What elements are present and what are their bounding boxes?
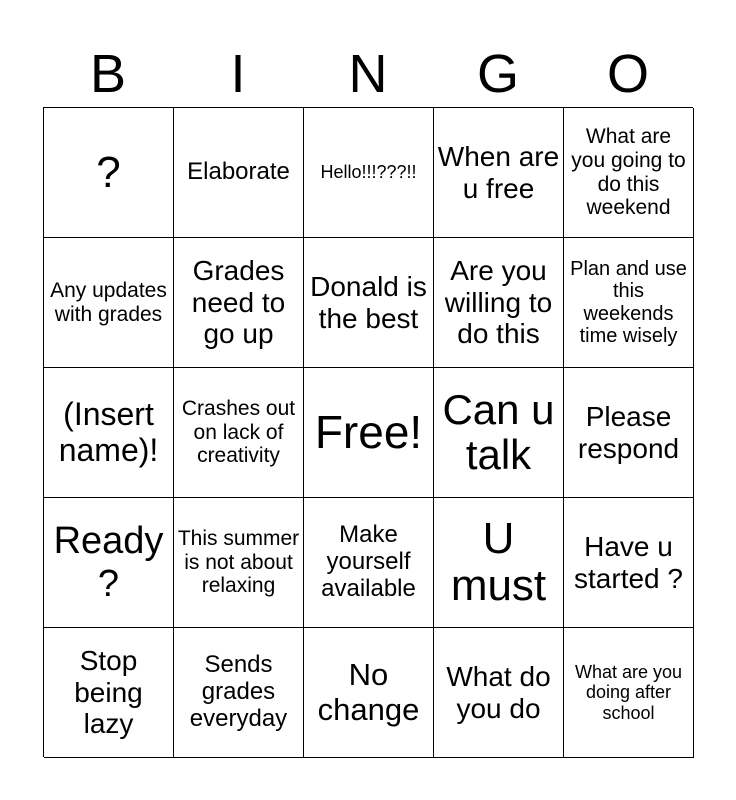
- cell-text: Can u talk: [442, 386, 555, 478]
- cell-text: Are you willing to do this: [444, 255, 553, 350]
- cell-text: Hello!!!???!!: [320, 162, 417, 183]
- bingo-cell-b1[interactable]: [44, 108, 174, 238]
- cell-text: Crashes out on lack of creativity: [181, 397, 296, 468]
- bingo-cell-o3[interactable]: [564, 368, 694, 498]
- header-letter-n: N: [348, 44, 388, 104]
- cell-text: When are u free: [437, 141, 560, 204]
- header-letter-b: B: [89, 44, 127, 104]
- cell-text: Ready ?: [53, 519, 164, 605]
- bingo-cell-g2[interactable]: [434, 238, 564, 368]
- cell-text: What are you doing after school: [574, 662, 683, 723]
- bingo-cell-i5[interactable]: [174, 628, 304, 758]
- cell-text: Any updates with grades: [50, 278, 167, 326]
- bingo-cell-b4[interactable]: [44, 498, 174, 628]
- bingo-cell-n2[interactable]: [304, 238, 434, 368]
- cell-text: Elaborate: [187, 158, 290, 186]
- bingo-cell-b3[interactable]: [44, 368, 174, 498]
- cell-text: What are you going to do this weekend: [571, 125, 686, 220]
- cell-text: U must: [450, 514, 547, 610]
- cell-text: Sends grades everyday: [189, 651, 288, 732]
- header-letter-o: O: [606, 44, 649, 104]
- cell-text: Stop being lazy: [74, 645, 143, 740]
- bingo-cell-i2[interactable]: [174, 238, 304, 368]
- cell-text: Plan and use this weekends time wisely: [570, 257, 687, 347]
- bingo-cell-i4[interactable]: [174, 498, 304, 628]
- bingo-cell-o1[interactable]: [564, 108, 694, 238]
- bingo-cell-n1[interactable]: [304, 108, 434, 238]
- cell-text: This summer is not about relaxing: [177, 527, 300, 598]
- cell-text: No change: [317, 656, 420, 727]
- bingo-cell-o5[interactable]: [564, 628, 694, 758]
- bingo-cell-b2[interactable]: [44, 238, 174, 368]
- bingo-cell-g1[interactable]: [434, 108, 564, 238]
- bingo-cell-g5[interactable]: [434, 628, 564, 758]
- header-letter-g: G: [476, 44, 519, 104]
- bingo-cell-g4[interactable]: [434, 498, 564, 628]
- cell-text: Make yourself available: [321, 521, 416, 602]
- bingo-cell-n5[interactable]: [304, 628, 434, 758]
- bingo-cell-o4[interactable]: [564, 498, 694, 628]
- cell-text: (Insert name)!: [58, 395, 159, 468]
- bingo-cell-g3[interactable]: [434, 368, 564, 498]
- bingo-cell-b5[interactable]: [44, 628, 174, 758]
- bingo-cell-o2[interactable]: [564, 238, 694, 368]
- cell-text: ?: [96, 147, 121, 197]
- cell-text: Grades need to go up: [191, 255, 286, 350]
- cell-text: Have u started ?: [574, 531, 683, 594]
- cell-text: Free!: [314, 405, 423, 458]
- bingo-card-grid: [43, 107, 693, 757]
- bingo-cell-n3-free[interactable]: [304, 368, 434, 498]
- cell-text: What do you do: [446, 661, 551, 724]
- bingo-cell-n4[interactable]: [304, 498, 434, 628]
- bingo-header: [43, 40, 693, 108]
- cell-text: Please respond: [577, 401, 680, 464]
- bingo-cell-i1[interactable]: [174, 108, 304, 238]
- cell-text: Donald is the best: [310, 271, 427, 334]
- header-letter-i: I: [230, 44, 246, 104]
- bingo-cell-i3[interactable]: [174, 368, 304, 498]
